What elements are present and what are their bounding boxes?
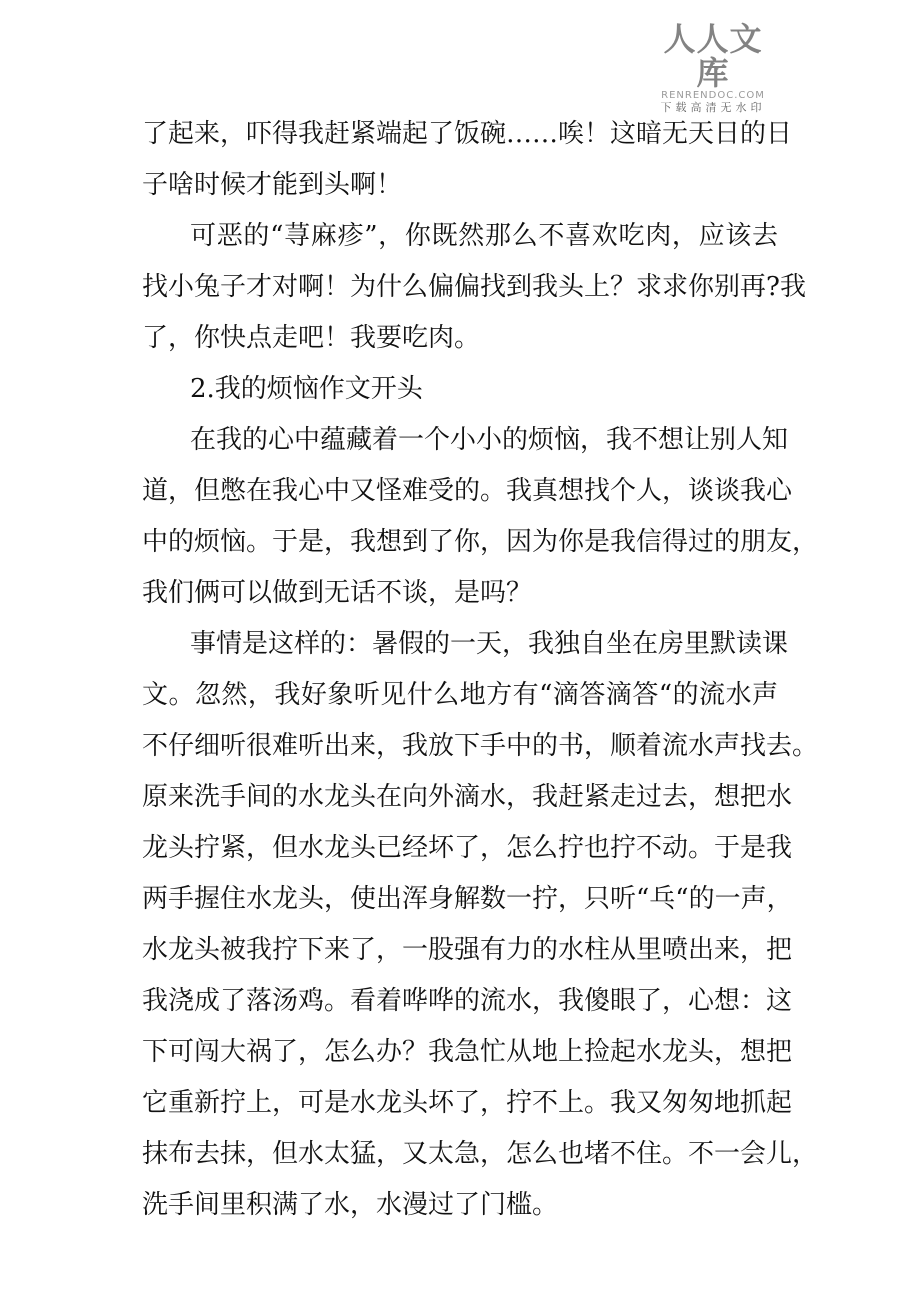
text-line: 了起来，吓得我赶紧端起了饭碗……唉！这暗无天日的日 — [142, 119, 793, 149]
text-line: 两手握住水龙头，使出浑身解数一拧，只听“乓“的一声， — [142, 884, 793, 914]
text-line: 可恶的“荨麻疹”，你既然那么不喜欢吃肉，应该去 — [190, 221, 778, 251]
text-line: 龙头拧紧，但水龙头已经坏了，怎么拧也拧不动。于是我 — [142, 833, 793, 863]
text-line: 洗手间里积满了水，水漫过了门槛。 — [142, 1190, 559, 1220]
text-line: 子啥时候才能到头啊！ — [142, 170, 403, 200]
text-line: 了，你快点走吧！我要吃肉。 — [142, 323, 481, 353]
text-line: 中的烦恼。于是，我想到了你，因为你是我信得过的朋友， — [142, 527, 819, 557]
text-line: 我们俩可以做到无话不谈，是吗？ — [142, 578, 533, 608]
text-line: 道，但憋在我心中又怪难受的。我真想找个人，谈谈我心 — [142, 476, 793, 506]
text-line: 水龙头被我拧下来了，一股强有力的水柱从里喷出来，把 — [142, 935, 793, 965]
text-line: 2.我的烦恼作文开头 — [190, 374, 423, 404]
watermark-logo — [648, 22, 778, 114]
text-line: 不仔细听很难听出来，我放下手中的书，顺着流水声找去。 — [142, 731, 819, 761]
text-line: 它重新拧上，可是水龙头坏了，拧不上。我又匆匆地抓起 — [142, 1088, 793, 1118]
watermark-url: RENRENDOC.COM — [661, 90, 765, 101]
text-line: 我浇成了落汤鸡。看着哗哗的流水，我傻眼了，心想：这 — [142, 986, 793, 1016]
text-line: 事情是这样的：暑假的一天，我独自坐在房里默读课 — [190, 629, 789, 659]
text-line: 下可闯大祸了，怎么办？我急忙从地上捡起水龙头，想把 — [142, 1037, 793, 1067]
text-line: 文。忽然，我好象听见什么地方有“滴答滴答“的流水声 — [142, 680, 778, 710]
watermark-title: 人人文库 — [663, 20, 763, 92]
text-line: 找小兔子才对啊！为什么偏偏找到我头上？求求你别再?我 — [142, 272, 806, 302]
watermark-subtitle: 下载高清无水印 — [660, 101, 766, 114]
document-body — [142, 116, 819, 1238]
text-line: 抹布去抹，但水太猛，又太急，怎么也堵不住。不一会儿， — [142, 1139, 819, 1169]
text-line: 在我的心中蕴藏着一个小小的烦恼，我不想让别人知 — [190, 425, 789, 455]
text-line: 原来洗手间的水龙头在向外滴水，我赶紧走过去，想把水 — [142, 782, 793, 812]
